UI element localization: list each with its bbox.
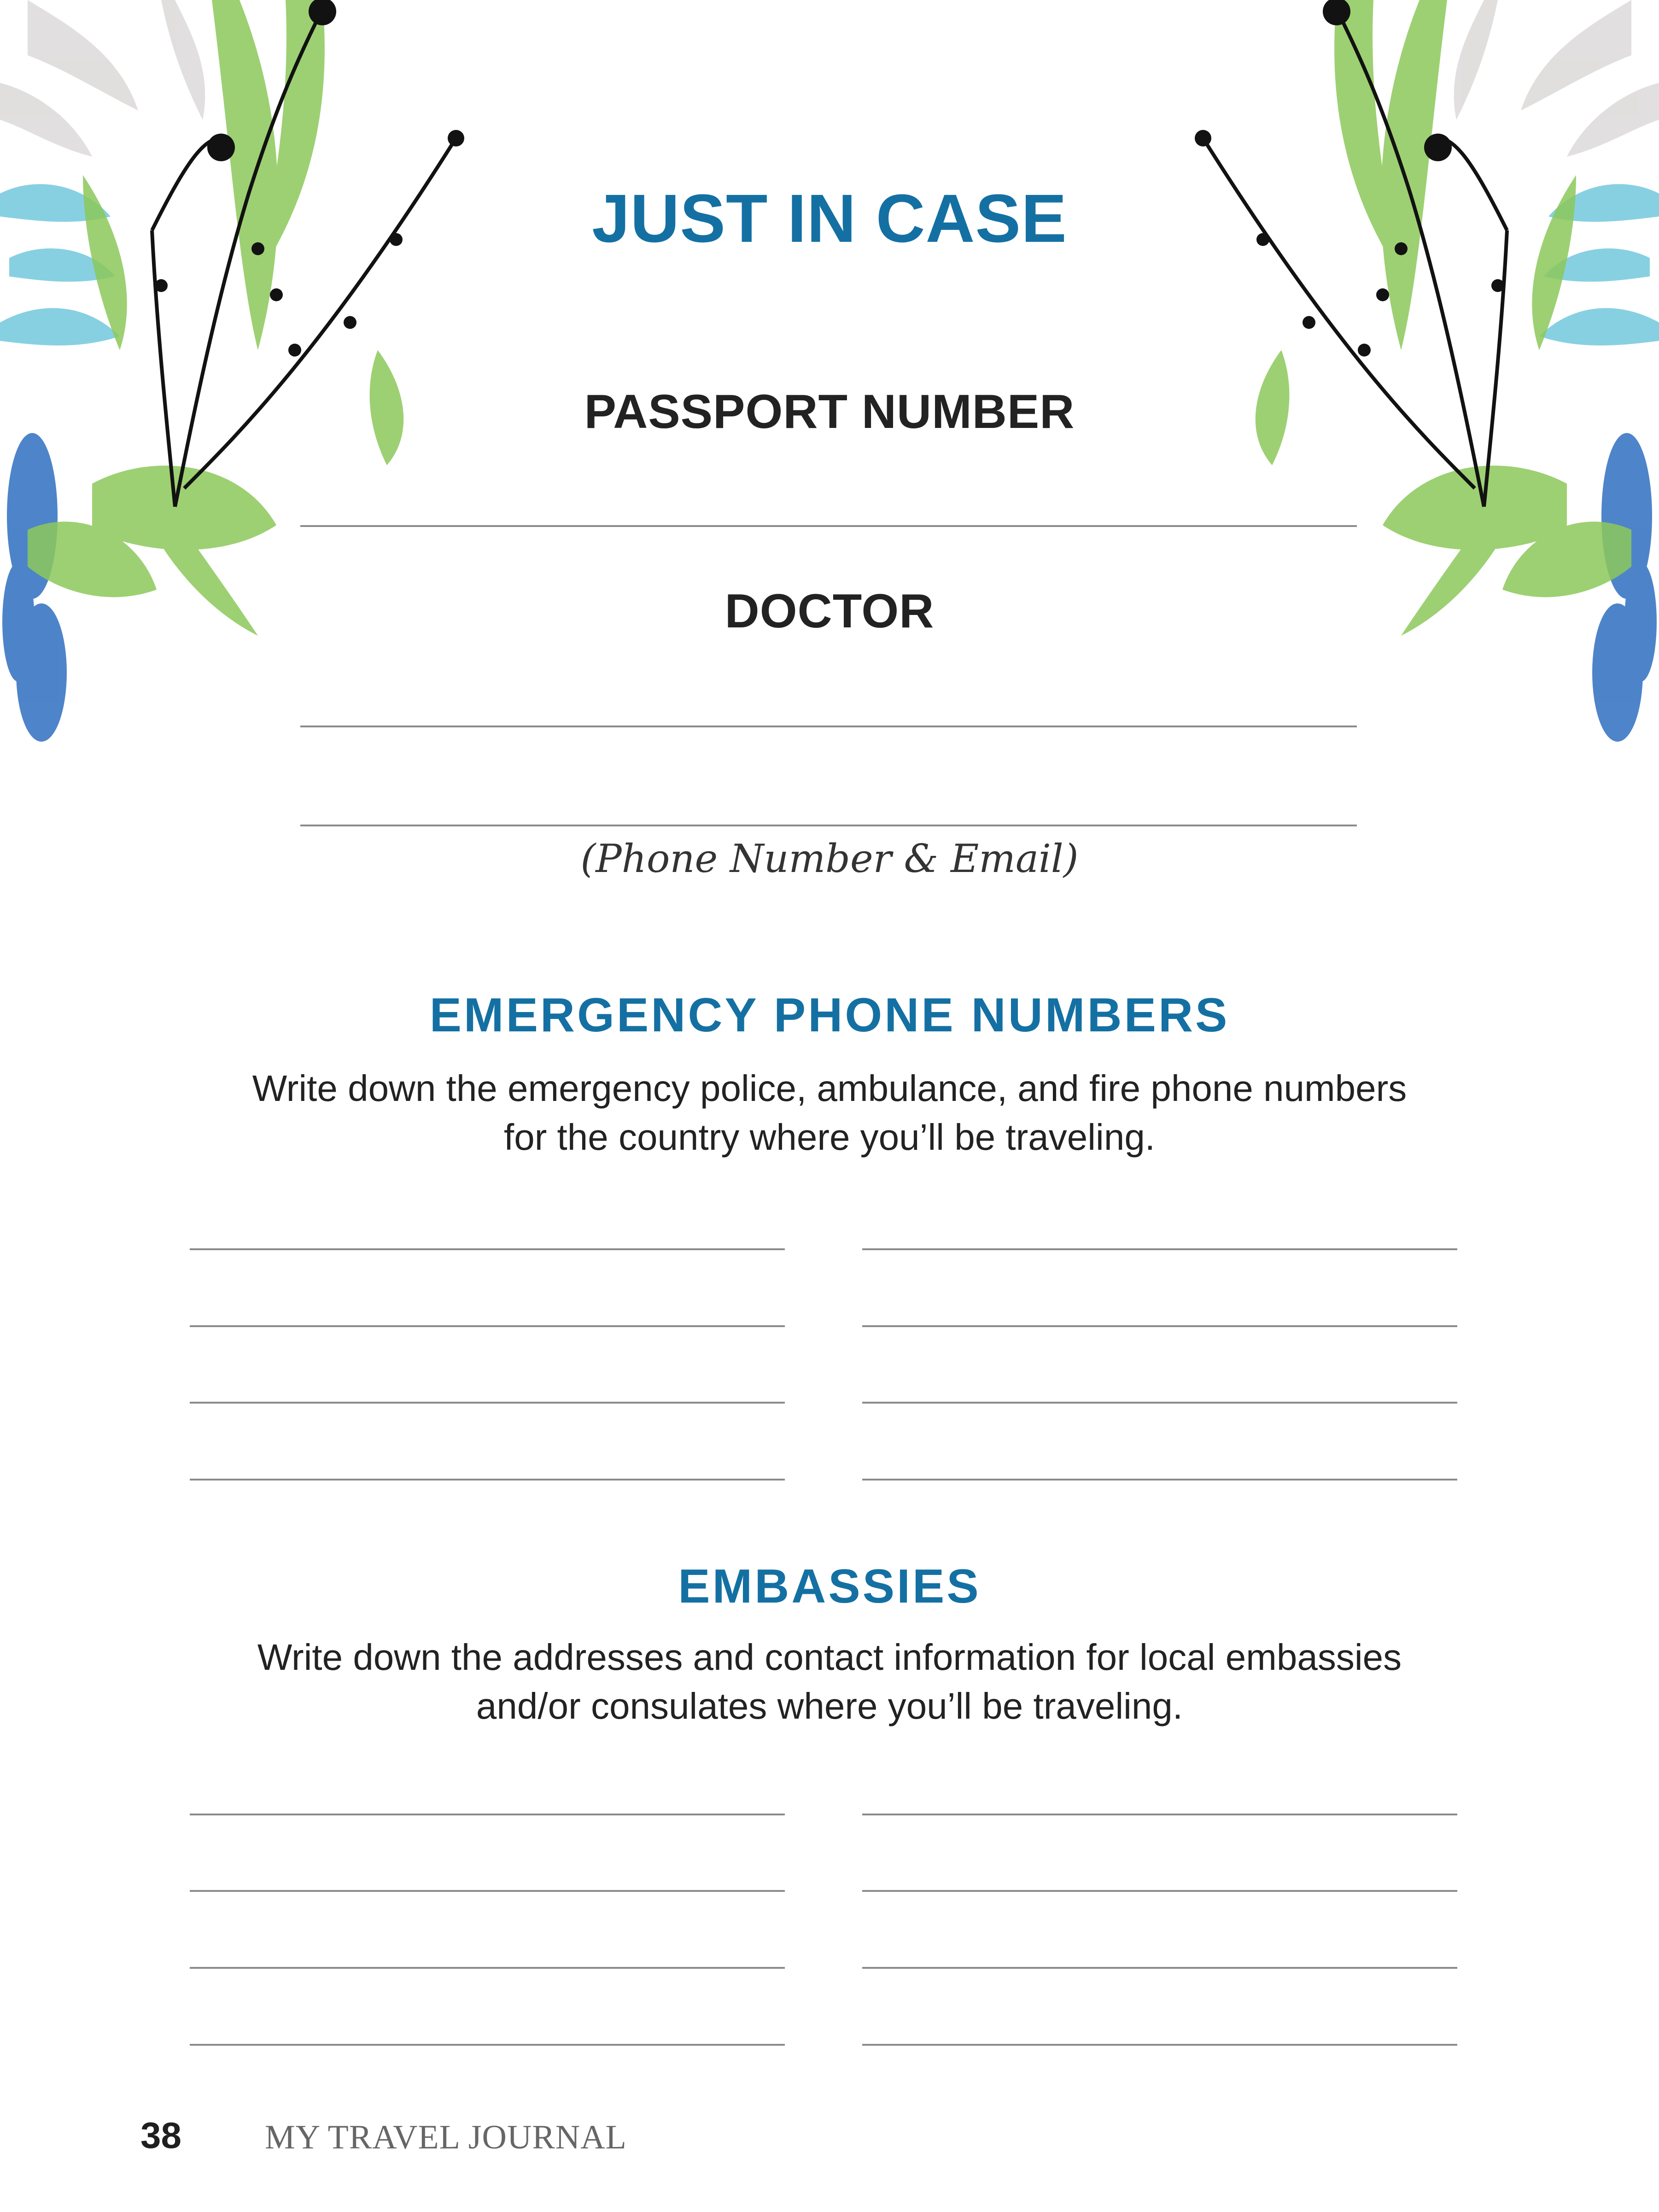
emergency-description-line: for the country where you’ll be traveling. [503, 1117, 1156, 1158]
doctor-contact-line[interactable] [300, 825, 1357, 826]
embassy-line[interactable] [190, 1814, 785, 1815]
embassies-section-title: EMBASSIES [678, 1560, 981, 1613]
emergency-line[interactable] [190, 1479, 785, 1481]
emergency-line[interactable] [862, 1402, 1457, 1404]
emergency-line[interactable] [190, 1402, 785, 1404]
emergency-line[interactable] [190, 1248, 785, 1250]
emergency-section-title: EMERGENCY PHONE NUMBERS [429, 989, 1230, 1042]
emergency-line[interactable] [862, 1248, 1457, 1250]
doctor-name-line[interactable] [300, 726, 1357, 727]
embassy-line[interactable] [862, 2044, 1457, 2046]
embassy-line[interactable] [862, 1967, 1457, 1969]
embassy-line[interactable] [190, 2044, 785, 2046]
embassy-line[interactable] [862, 1890, 1457, 1892]
embassies-description-line: Write down the addresses and contact information for local embassies [257, 1637, 1402, 1678]
page-number: 38 [140, 2115, 181, 2156]
embassy-line[interactable] [862, 1814, 1457, 1815]
doctor-label: DOCTOR [724, 585, 935, 638]
doctor-contact-caption: (Phone Number & Email) [580, 836, 1079, 881]
embassy-line[interactable] [190, 1890, 785, 1892]
emergency-description [0, 1064, 1659, 1162]
embassy-line[interactable] [190, 1967, 785, 1969]
passport-number-line[interactable] [300, 525, 1357, 527]
emergency-description-line: Write down the emergency police, ambulance, and fire phone numbers [252, 1068, 1407, 1109]
passport-label: PASSPORT NUMBER [584, 385, 1075, 439]
running-title: MY TRAVEL JOURNAL [265, 2118, 627, 2156]
emergency-line[interactable] [862, 1325, 1457, 1327]
embassies-description [0, 1633, 1659, 1731]
page-title: JUST IN CASE [592, 181, 1067, 257]
embassies-description-line: and/or consulates where you’ll be traveling. [476, 1685, 1183, 1726]
emergency-line[interactable] [862, 1479, 1457, 1481]
emergency-line[interactable] [190, 1325, 785, 1327]
